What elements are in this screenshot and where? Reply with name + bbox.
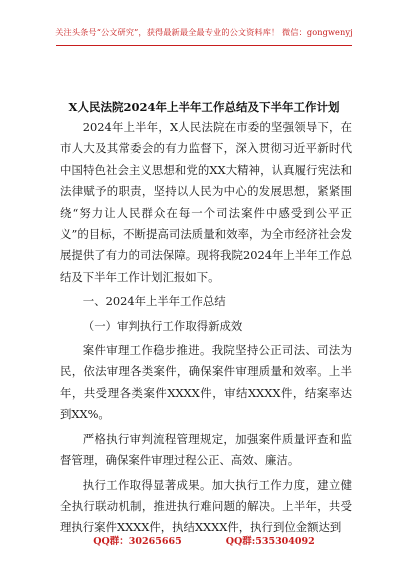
section-heading: 一、2024年上半年工作总结 [82, 294, 226, 309]
header-divider [56, 45, 352, 46]
footer-qq-group-1: QQ群：30265665 [93, 536, 182, 547]
subsection-heading: （一）审判执行工作取得新成效 [82, 318, 243, 333]
footer-contact [0, 533, 408, 547]
header-banner: 关注头条号“公文研究”，获得最新最全最专业的公文资料库！ 微信：gongwenyj [55, 27, 353, 37]
process-management-paragraph: 严格执行审判流程管理规定，加强案件质量评查和监督管理，确保案件审理过程公正、高效、廉洁。 [60, 431, 352, 468]
footer-qq-group-2: QQ群:535304092 [225, 536, 315, 547]
intro-paragraph: 2024年上半年，X人民法院在市委的坚强领导下，在市人大及其常委会的有力监督下，深入贯彻习近平新时代中国特色社会主义思想和党的XX大精神，认真履行宪法和法律赋予的职责，坚持以人民为中心的发展思想，紧紧围绕“努力让人民群众在每一个司法案件中感受到公平正义”的目标，不断提高司法质量和效率，为全市经济社会发展提供了有力的司法保障。现将我院2024年上半年工作总结及下半年工作计划汇报如下。 [60, 120, 352, 284]
document-body [60, 117, 352, 539]
enforcement-paragraph: 执行工作取得显著成果。加大执行工作力度，建立健全执行联动机制，推进执行难问题的解决。上半年，共受理执行案件XXXX件，执结XXXX件，执行到位金额达到 [60, 477, 352, 535]
case-trial-paragraph: 案件审理工作稳步推进。我院坚持公正司法、司法为民，依法审理各类案件，确保案件审理质量和效率。上半年，共受理各类案件XXXX件，审结XXXX件，结案率达到XX%。 [60, 343, 352, 422]
document-title: X人民法院2024年上半年工作总结及下半年工作计划 [68, 100, 340, 114]
